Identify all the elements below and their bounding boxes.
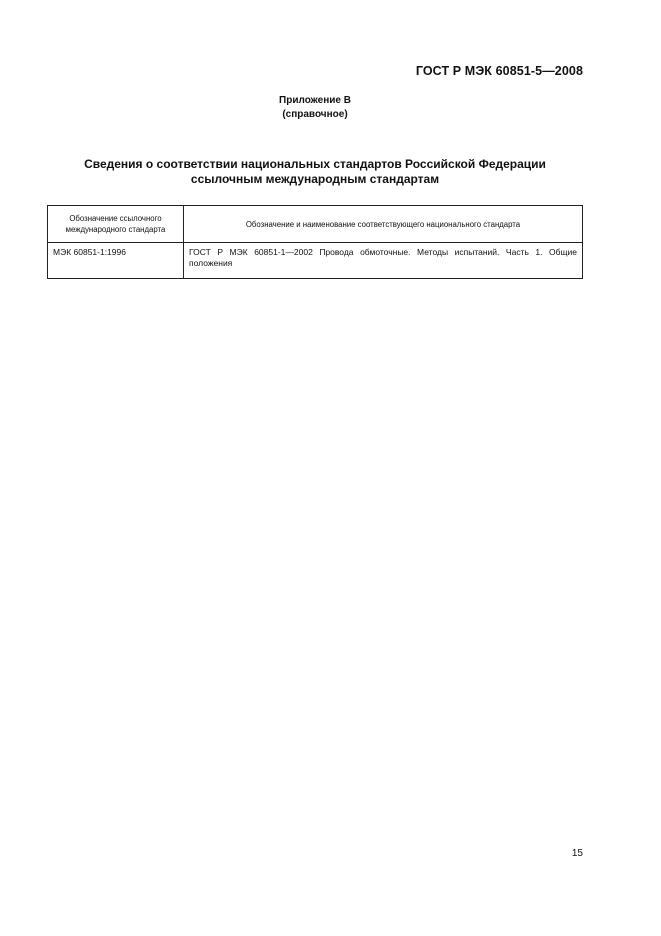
table-row: [48, 243, 583, 279]
cell-national-standard: ГОСТ Р МЭК 60851-1—2002 Провода обмоточные. Методы испытаний. Часть 1. Общие положения: [184, 243, 583, 279]
column-header-international: Обозначение ссылочного международного стандарта: [48, 206, 184, 243]
cell-international-standard: МЭК 60851-1:1996: [48, 243, 184, 279]
correspondence-table: [47, 205, 583, 279]
table-header-row: [48, 206, 583, 243]
annex-label: Приложение В: [279, 95, 351, 106]
annex-type: (справочное): [282, 109, 348, 120]
column-header-national: Обозначение и наименование соответствующего национального стандарта: [184, 206, 583, 243]
title-line-1: Сведения о соответствии национальных стандартов Российской Федерации: [84, 157, 546, 171]
title-line-2: ссылочным международным стандартам: [190, 172, 440, 186]
document-code: ГОСТ Р МЭК 60851-5—2008: [415, 64, 583, 78]
page-number: 15: [571, 848, 583, 859]
page-title: [40, 157, 590, 187]
annex-heading: [0, 94, 630, 122]
